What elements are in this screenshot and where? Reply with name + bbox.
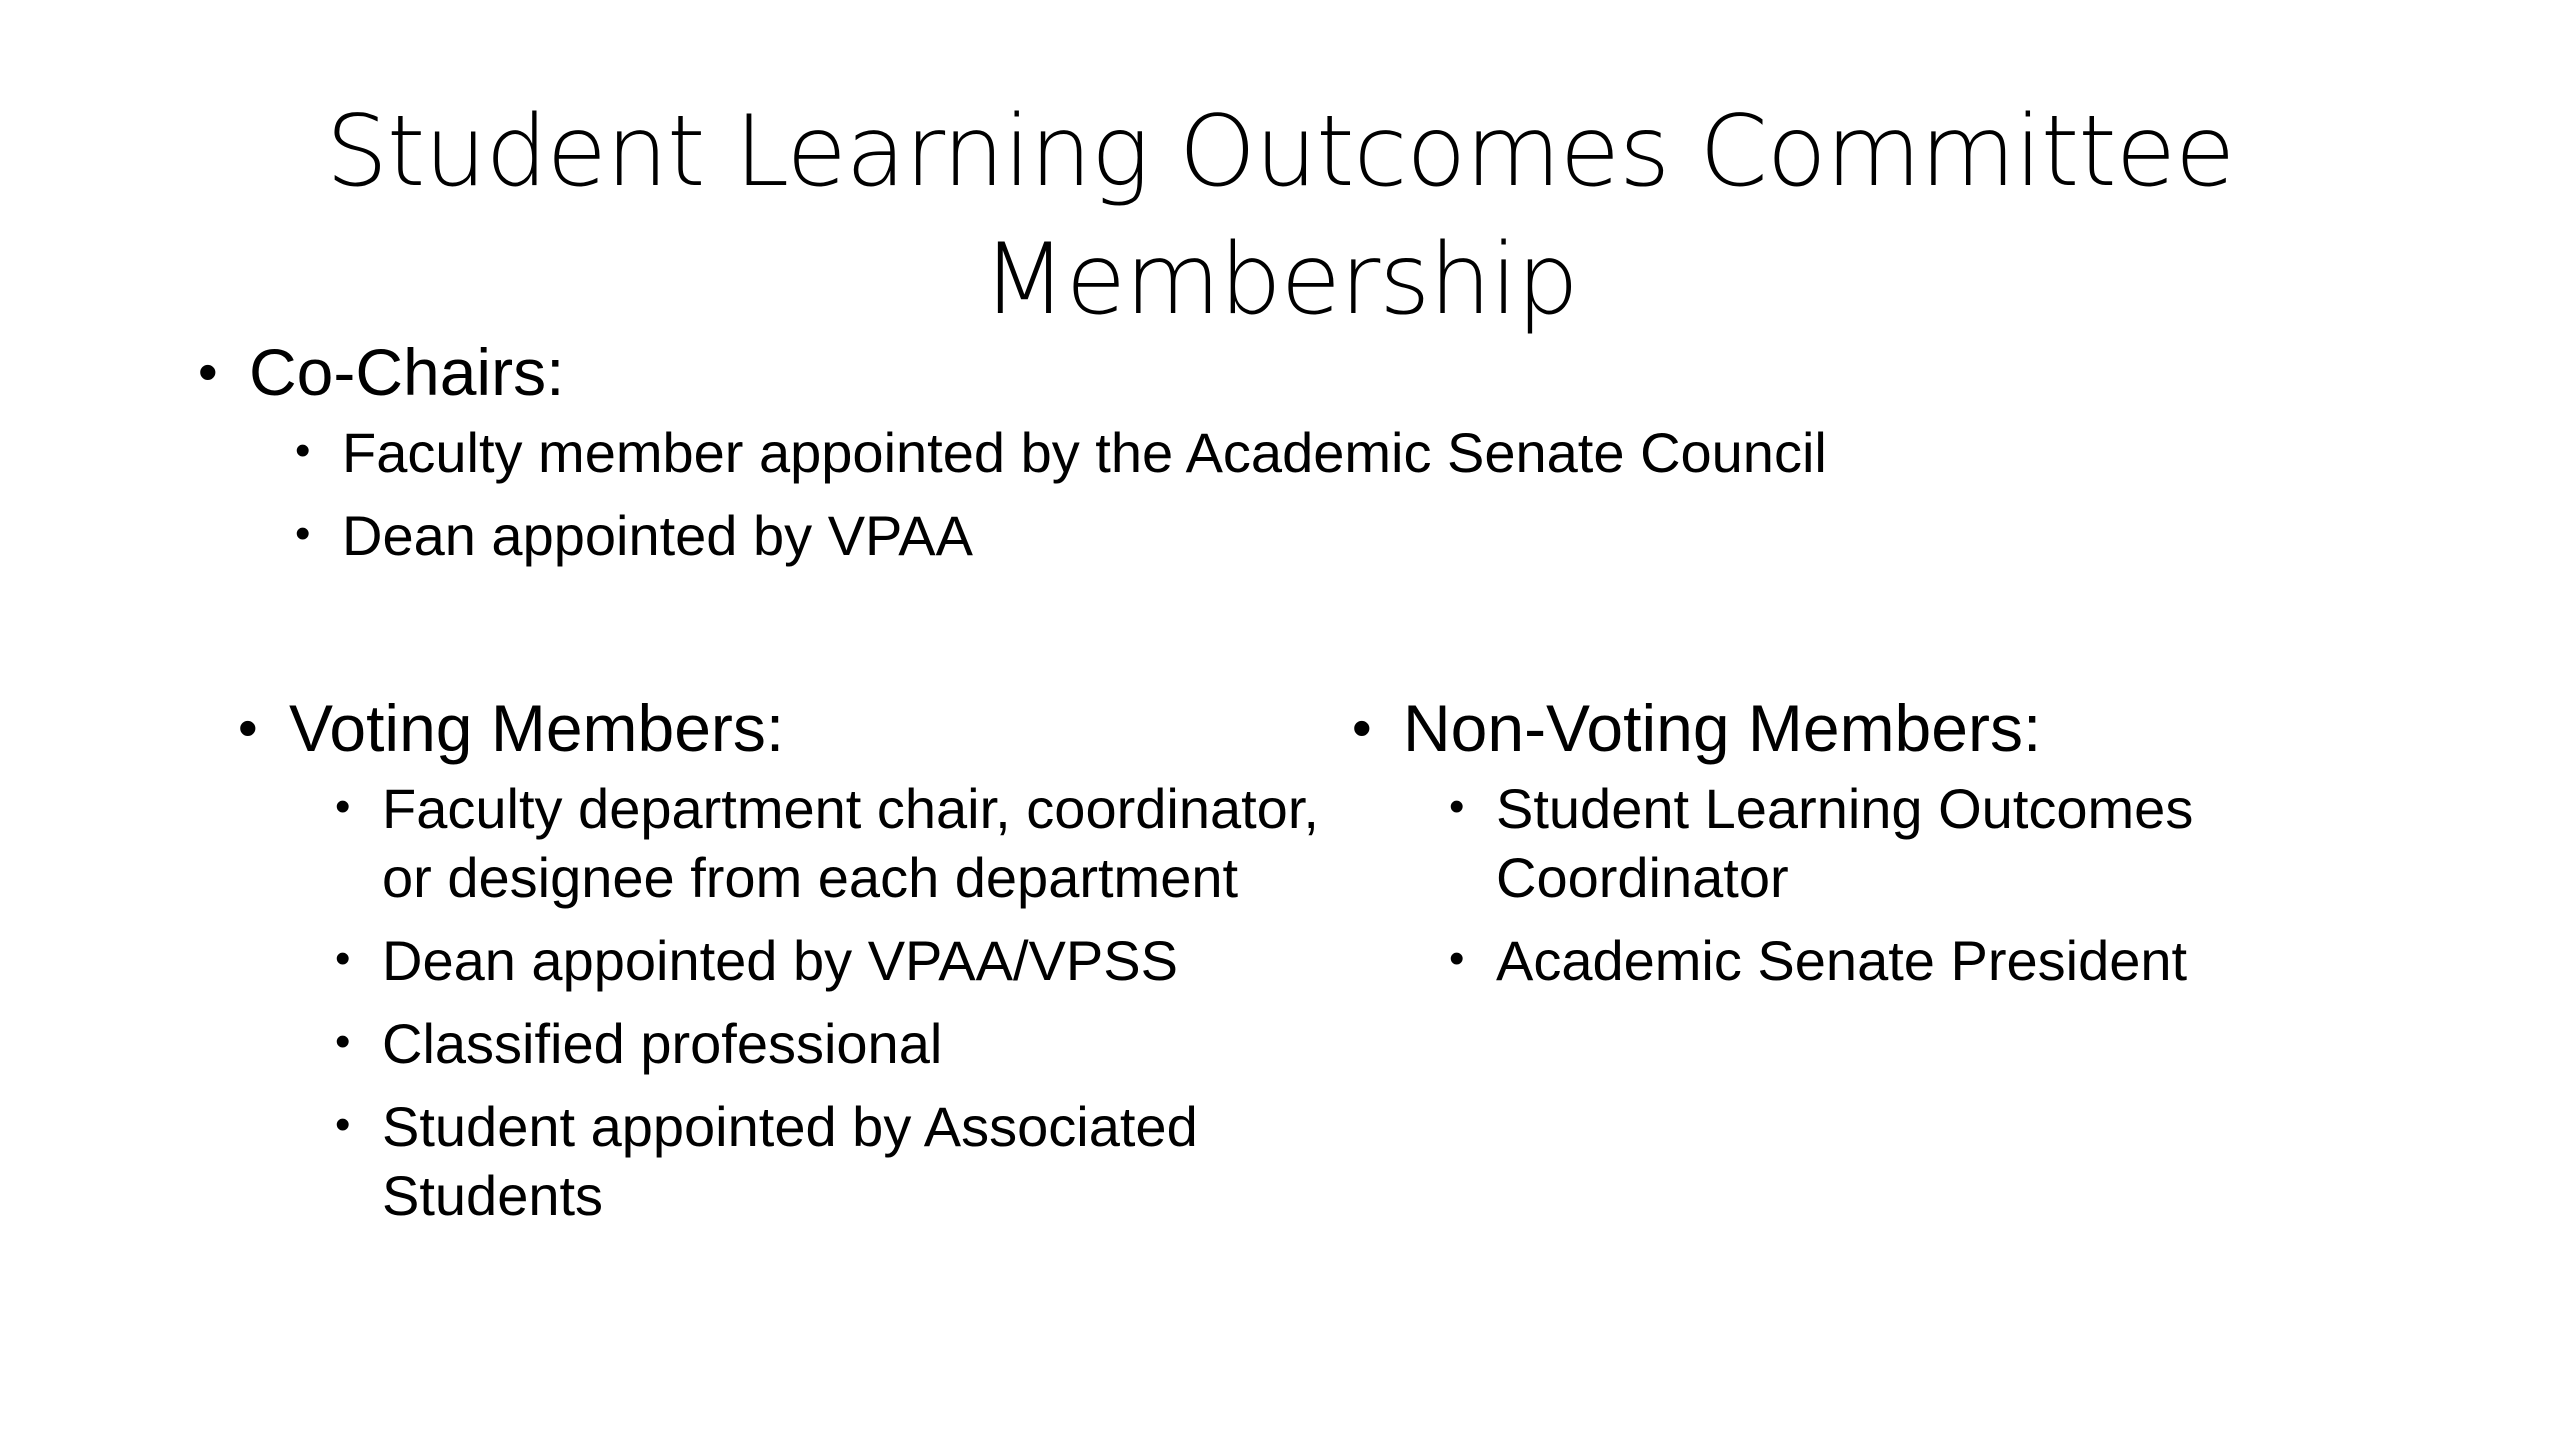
co-chairs-section: [198, 332, 1827, 584]
list-item-text: Academic Senate President: [1496, 929, 2188, 992]
list-item-text: Classified professional: [382, 1012, 943, 1075]
bullet-icon: •: [335, 1100, 351, 1149]
voting-members-section: [238, 688, 1358, 1244]
bullet-icon: •: [1449, 934, 1465, 983]
voting-members-heading: [238, 688, 1358, 768]
list-item-text: Faculty department chair, coordinator, or designee from each department: [382, 777, 1319, 909]
voting-members-list: [335, 774, 1335, 1230]
list-item: [295, 501, 1827, 570]
list-item: [335, 1009, 1335, 1078]
list-item: [335, 1092, 1335, 1230]
list-item: [1449, 926, 2289, 995]
bullet-icon: •: [198, 340, 218, 403]
bullet-icon: •: [1449, 782, 1465, 831]
co-chairs-heading-text: Co-Chairs:: [249, 335, 565, 409]
list-item-text: Student appointed by Associated Students: [382, 1095, 1198, 1227]
bullet-icon: •: [295, 509, 311, 558]
bullet-icon: •: [295, 426, 311, 475]
list-item: [1449, 774, 2289, 912]
bullet-icon: •: [335, 782, 351, 831]
list-item-text: Dean appointed by VPAA/VPSS: [382, 929, 1178, 992]
bullet-icon: •: [335, 934, 351, 983]
bullet-icon: •: [335, 1017, 351, 1066]
slide-title-line-1: Student Learning Outcomes Committee: [325, 95, 2235, 209]
list-item: [335, 926, 1335, 995]
list-item-text: Student Learning Outcomes Coordinator: [1496, 777, 2194, 909]
co-chairs-list: [295, 418, 1827, 570]
list-item: [295, 418, 1827, 487]
slide-title: [0, 88, 2560, 344]
list-item-text: Faculty member appointed by the Academic Senate Council: [342, 421, 1827, 484]
non-voting-members-section: [1352, 688, 2452, 1009]
non-voting-members-heading-text: Non-Voting Members:: [1403, 691, 2042, 765]
bullet-icon: •: [1352, 696, 1372, 759]
co-chairs-heading: [198, 332, 1827, 412]
slide-title-line-2: Membership: [982, 223, 1578, 337]
non-voting-members-list: [1449, 774, 2289, 995]
list-item-text: Dean appointed by VPAA: [342, 504, 973, 567]
non-voting-members-heading: [1352, 688, 2452, 768]
list-item: [335, 774, 1335, 912]
voting-members-heading-text: Voting Members:: [289, 691, 785, 765]
bullet-icon: •: [238, 696, 258, 759]
